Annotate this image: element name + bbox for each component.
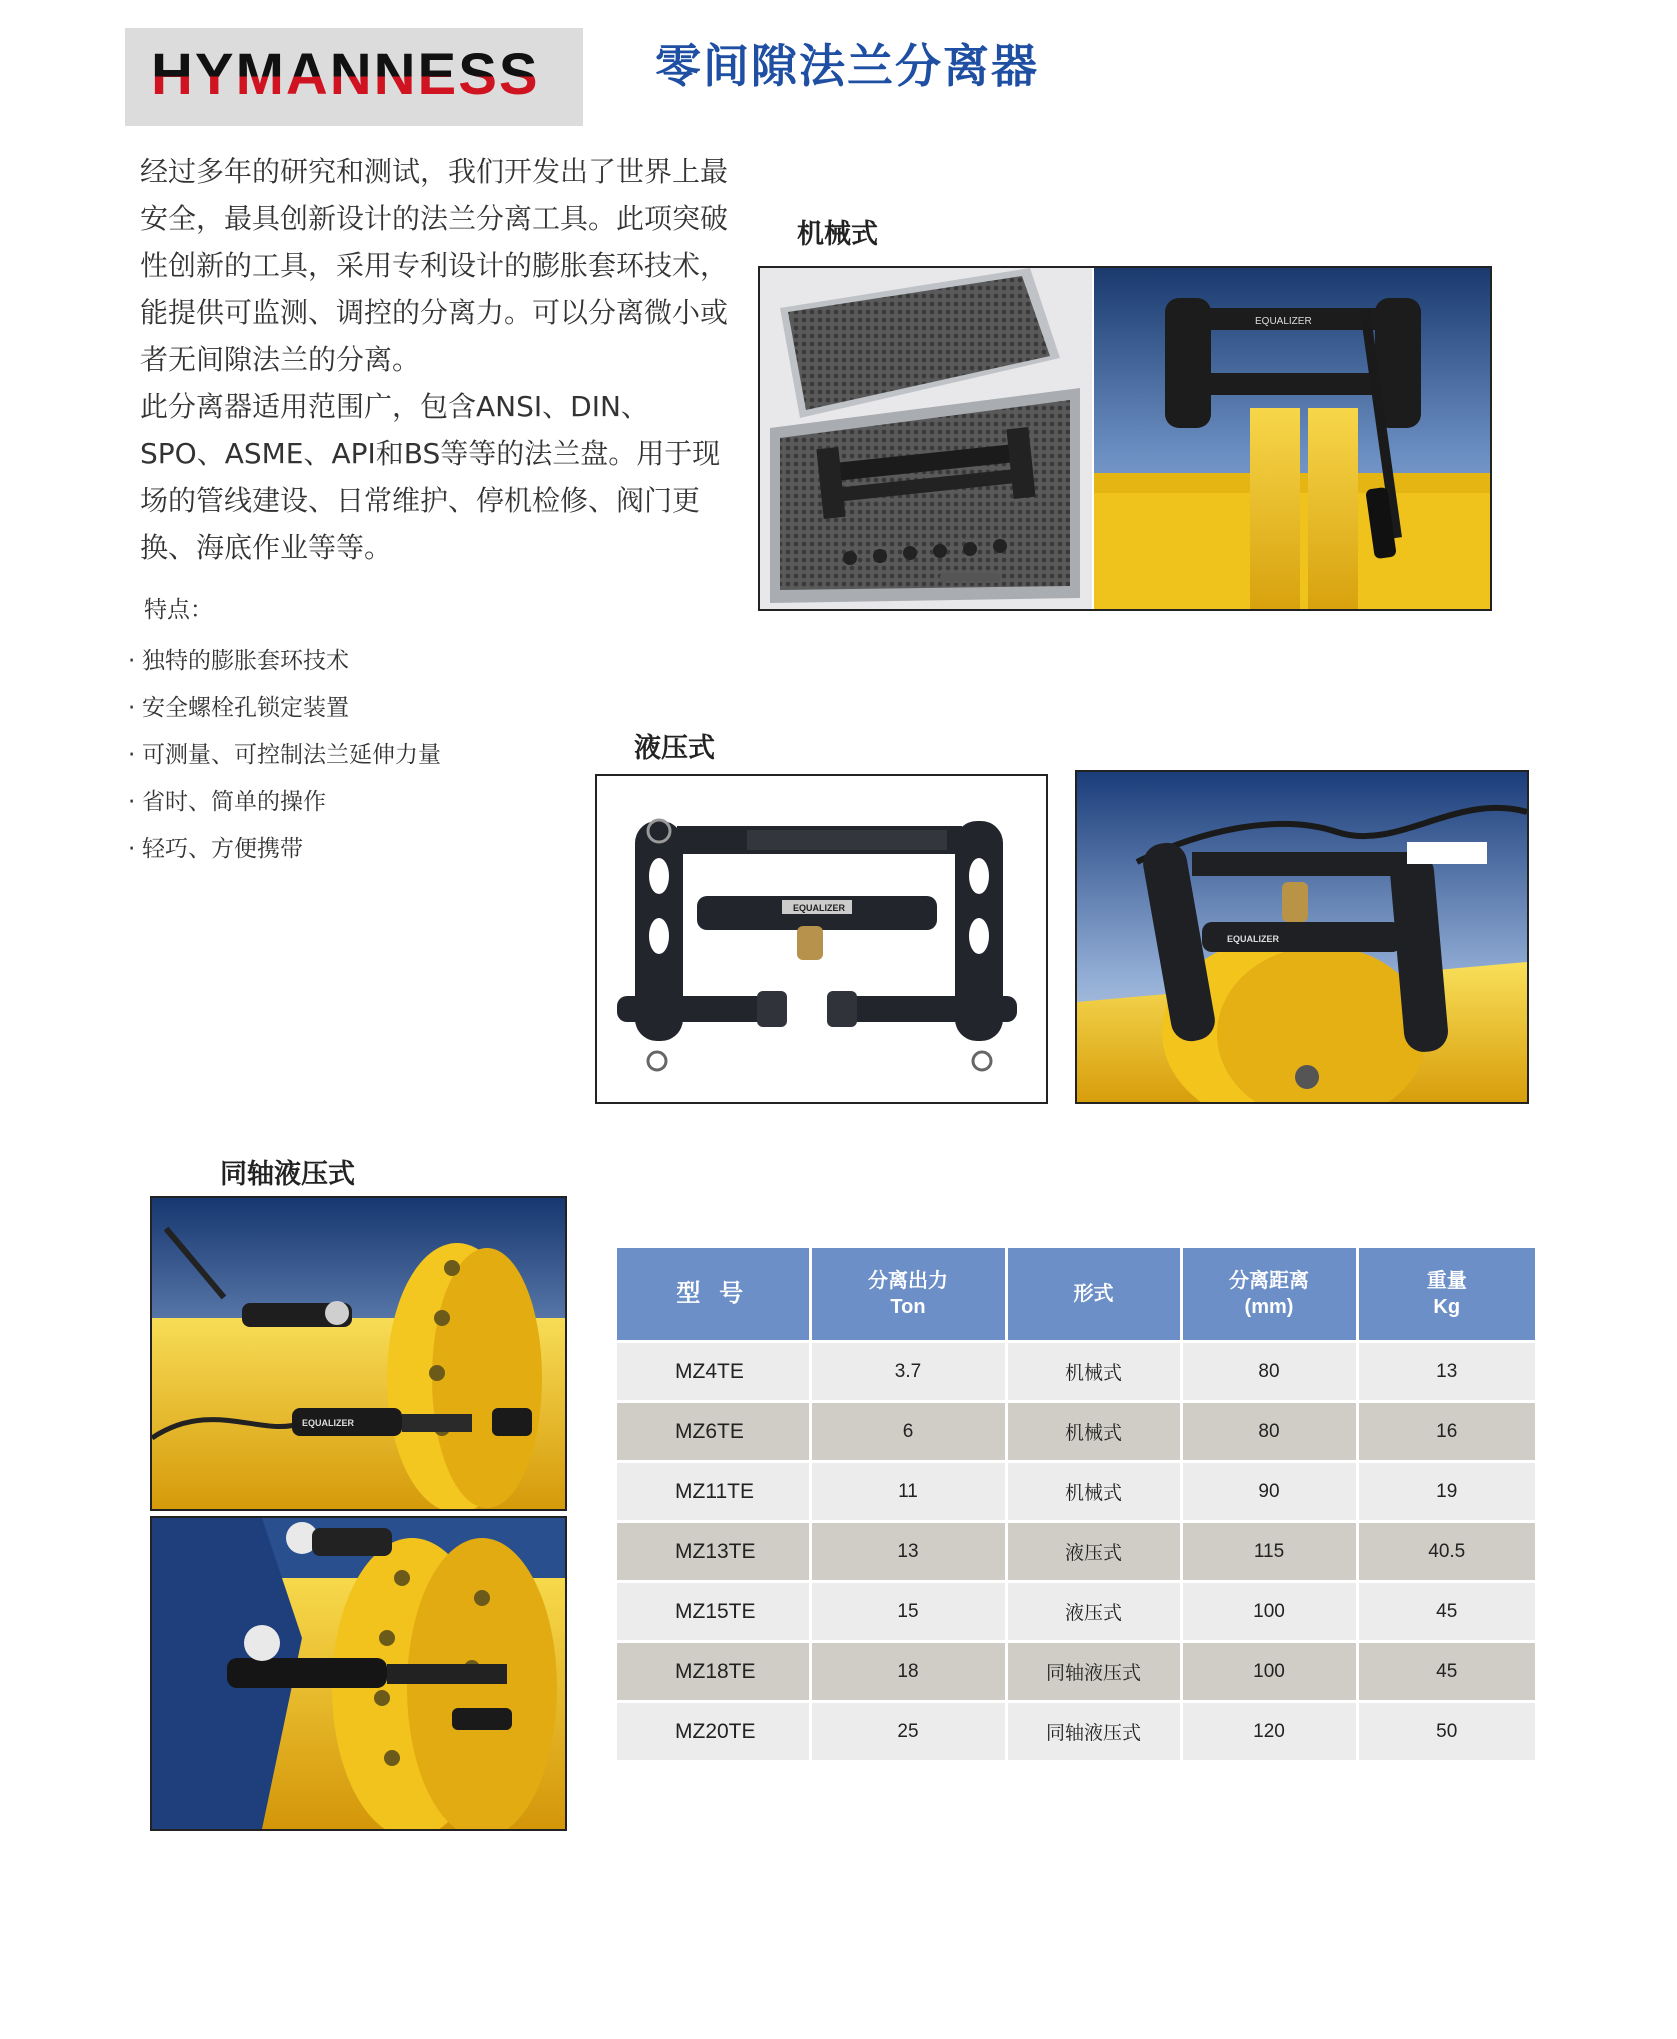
cell-type: 液压式 [1006,1522,1181,1582]
cell-type: 机械式 [1006,1462,1181,1522]
table-header-row [617,1248,1535,1342]
table-row [617,1582,1535,1642]
table-row [617,1342,1535,1402]
cell-distance: 120 [1181,1702,1357,1761]
cell-weight: 45 [1357,1582,1535,1642]
features-title: 特点： [144,597,213,623]
section-label-hydraulic: 液压式 [634,733,715,764]
header-type: 形式 [1006,1248,1181,1342]
hydraulic-flange-label: EQUALIZER [1227,934,1280,944]
hydraulic-photo-flange [1075,770,1529,1104]
feature-item: · 省时、简单的操作 [128,789,326,815]
cell-force: 3.7 [810,1342,1006,1402]
feature-item: · 安全螺栓孔锁定装置 [128,695,349,721]
features-list [128,592,568,873]
intro-paragraph-1: 经过多年的研究和测试，我们开发出了世界上最安全，最具创新设计的法兰分离工具。此项突破性创新的工具，采用专利设计的膨胀套环技术，能提供可监测、调控的分离力。可以分离微小或者无间隙法兰的分离。 [140,155,729,376]
table-row [617,1462,1535,1522]
cell-weight: 45 [1357,1642,1535,1702]
cell-force: 18 [810,1642,1006,1702]
header-force: 分离出力 Ton [810,1248,1006,1342]
cell-model: MZ13TE [617,1522,810,1582]
cell-distance: 100 [1181,1642,1357,1702]
coaxial-pump-illustration [152,1198,565,1509]
cell-force: 13 [810,1522,1006,1582]
cell-distance: 90 [1181,1462,1357,1522]
table-row [617,1402,1535,1462]
coaxial-pump-label: EQUALIZER [302,1418,355,1428]
coaxial-photo-pump [150,1196,567,1511]
hydraulic-tool-illustration [597,776,1046,1102]
brand-logo [125,28,583,126]
table-row [617,1522,1535,1582]
header-model: 型 号 [617,1248,810,1342]
cell-type: 液压式 [1006,1582,1181,1642]
feature-item: · 轻巧、方便携带 [128,836,303,862]
hydraulic-flange-illustration [1077,772,1527,1102]
coaxial-operator-illustration [152,1518,565,1829]
table-row [617,1642,1535,1702]
cell-model: MZ4TE [617,1342,810,1402]
cell-type: 机械式 [1006,1342,1181,1402]
cell-distance: 80 [1181,1402,1357,1462]
cell-force: 15 [810,1582,1006,1642]
cell-model: MZ15TE [617,1582,810,1642]
intro-paragraph-2: 此分离器适用范围广，包含ANSI、DIN、SPO、ASME、API和BS等等的法兰盘。用于现场的管线建设、日常维护、停机检修、阀门更换、海底作业等等。 [140,390,721,564]
feature-item: · 可测量、可控制法兰延伸力量 [128,742,441,768]
cell-weight: 19 [1357,1462,1535,1522]
cell-distance: 100 [1181,1582,1357,1642]
spec-table [617,1248,1535,1760]
mechanical-illustration [760,268,1490,609]
header-distance: 分离距离 (mm) [1181,1248,1357,1342]
hydraulic-tool-label: EQUALIZER [793,903,846,913]
cell-model: MZ18TE [617,1642,810,1702]
table-row [617,1702,1535,1761]
cell-distance: 80 [1181,1342,1357,1402]
mechanical-photo [758,266,1492,611]
cell-model: MZ11TE [617,1462,810,1522]
cell-model: MZ20TE [617,1702,810,1761]
cell-force: 25 [810,1702,1006,1761]
cell-weight: 13 [1357,1342,1535,1402]
coaxial-photo-operator [150,1516,567,1831]
intro-text [140,148,730,571]
cell-type: 同轴液压式 [1006,1642,1181,1702]
cell-force: 6 [810,1402,1006,1462]
page-title: 零间隙法兰分离器 [655,39,1039,93]
cell-weight: 40.5 [1357,1522,1535,1582]
brand-logo-text: HYMANNESS [151,40,561,110]
section-label-coaxial: 同轴液压式 [220,1159,355,1190]
cell-weight: 50 [1357,1702,1535,1761]
feature-item: · 独特的膨胀套环技术 [128,648,349,674]
cell-distance: 115 [1181,1522,1357,1582]
cell-type: 机械式 [1006,1402,1181,1462]
mechanical-tool-label: EQUALIZER [1255,316,1312,327]
section-label-mechanical: 机械式 [797,219,878,250]
cell-force: 11 [810,1462,1006,1522]
cell-model: MZ6TE [617,1402,810,1462]
header-weight: 重量 Kg [1357,1248,1535,1342]
cell-weight: 16 [1357,1402,1535,1462]
hydraulic-photo-tool [595,774,1048,1104]
cell-type: 同轴液压式 [1006,1702,1181,1761]
